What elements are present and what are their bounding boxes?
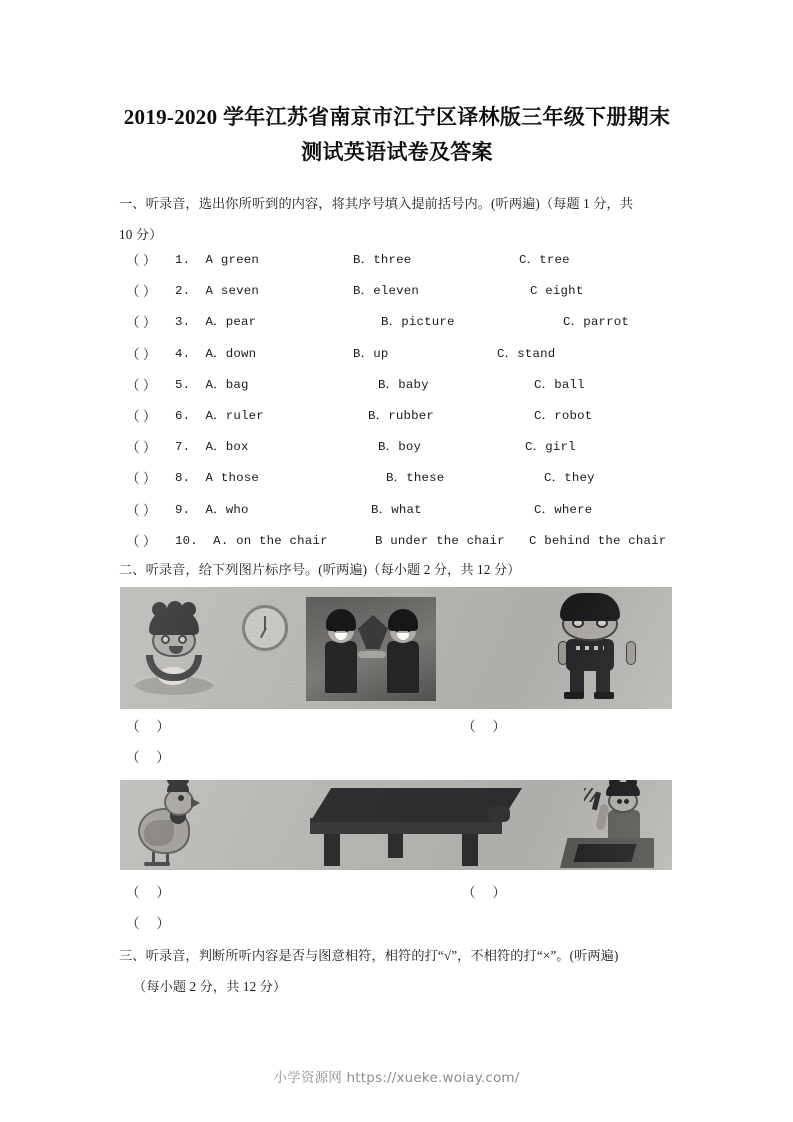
foot-left-shape [564, 692, 584, 699]
hair-shape [560, 593, 620, 621]
table-corner-detail [488, 806, 510, 822]
question-option-a[interactable]: 7. A．box [175, 440, 249, 455]
answer-bracket-1-right[interactable]: （ ） [462, 719, 506, 734]
hair-left-shape [326, 609, 356, 631]
answer-bracket[interactable]: （ ） [126, 409, 157, 424]
answer-bracket[interactable]: （ ） [126, 440, 157, 456]
question-row [0, 276, 793, 307]
smile-right-shape [397, 633, 409, 640]
eye-right-shape [624, 799, 629, 804]
answer-bracket[interactable]: （ ） [126, 284, 157, 300]
figure-table [310, 788, 530, 866]
question-row [0, 463, 793, 494]
question-option-c[interactable]: C．where [534, 502, 593, 517]
answer-bracket[interactable]: （ ） [126, 533, 157, 549]
question-option-a[interactable]: 6. A．ruler [175, 409, 264, 423]
figure-wall-clock [242, 605, 294, 657]
question-option-c[interactable]: C．ball [534, 377, 585, 392]
answer-bracket-2-below[interactable]: （ ） [126, 916, 170, 931]
question-option-a[interactable]: 2. A seven [175, 284, 259, 299]
answer-bracket[interactable]: （ ） [126, 346, 157, 362]
figure-boy-washing-hands [128, 601, 238, 701]
question-option-a[interactable]: 5. A．bag [175, 377, 249, 392]
table-leg-back-left [388, 832, 403, 858]
question-option-b[interactable]: B．boy [378, 440, 422, 455]
section-1-heading [119, 188, 685, 250]
hair-shape [606, 782, 640, 796]
answer-bracket[interactable]: （ ） [126, 471, 157, 487]
arm-right-shape [626, 641, 636, 665]
table-leg-front-right [462, 832, 478, 866]
answer-bracket-1-left[interactable]: （ ） [126, 719, 170, 734]
question-row [0, 432, 793, 463]
question-option-a[interactable]: 8. A those [175, 471, 259, 486]
figure-person-at-desk [560, 782, 660, 868]
answer-bracket[interactable]: （ ） [126, 253, 157, 268]
picture-strip-1 [120, 587, 672, 709]
question-row [0, 526, 793, 557]
footer-watermark: 小学资源网 https://xueke.woiay.com/ [273, 1070, 520, 1086]
mouth-shape [169, 646, 183, 654]
picture-strip-2 [120, 780, 672, 870]
person-left-shape [316, 609, 366, 701]
section-3-heading [119, 940, 685, 1002]
torso-left-shape [325, 641, 357, 693]
feet-shape [144, 862, 170, 866]
head-shape [164, 788, 194, 816]
answer-bracket-1-below[interactable]: （ ） [126, 750, 170, 765]
section-3-heading-line-1: 三、听录音，判断所听内容是否与图意相符，相符的打“√”，不相符的打“×”。(听两遍) [119, 948, 619, 963]
question-option-a[interactable]: 4. A．down [175, 346, 257, 361]
question-option-b[interactable]: B．rubber [368, 409, 435, 423]
eye-left-shape [161, 635, 170, 644]
question-option-c[interactable]: C．they [544, 471, 595, 486]
hair-shape [149, 609, 199, 635]
question-option-b[interactable]: B．picture [381, 315, 455, 330]
title-line-2: 测试英语试卷及答案 [301, 140, 493, 164]
eye-shape [178, 795, 184, 801]
question-option-a[interactable]: 1. A green [175, 253, 259, 267]
arm-right-shape [360, 651, 386, 658]
section-1-heading-line-2: 10 分） [119, 227, 163, 242]
smile-left-shape [335, 633, 347, 640]
question-option-c[interactable]: C．stand [497, 346, 556, 361]
question-option-a[interactable]: 9. A．who [175, 502, 249, 517]
clock-face-shape [242, 605, 288, 651]
question-option-b[interactable]: B．these [386, 471, 445, 486]
question-option-b[interactable]: B．baby [378, 377, 429, 392]
person-right-shape [378, 609, 428, 701]
section-2-heading [119, 554, 685, 585]
section-2-heading-line-1: 二、听录音，给下列图片标序号。(听两遍)（每小题 2 分，共 12 分） [119, 562, 521, 577]
question-option-b[interactable]: B under the chair [375, 533, 505, 548]
figure-hen [134, 784, 214, 868]
hair-right-shape [388, 609, 418, 631]
wing-shape [144, 820, 174, 846]
question-option-c[interactable]: C eight [530, 284, 584, 299]
hair-spike-shape [167, 601, 183, 617]
question-option-c[interactable]: C behind the chair [529, 533, 667, 548]
page-title [112, 100, 682, 170]
eye-right-shape [178, 635, 187, 644]
eye-left-shape [617, 799, 622, 804]
question-option-b[interactable]: B．three [353, 253, 412, 267]
beak-shape [191, 798, 200, 808]
question-option-b[interactable]: B．up [353, 346, 389, 361]
question-option-a[interactable]: 10. A. on the chair [175, 533, 328, 548]
figure-handshake-photo [306, 597, 436, 701]
question-row [0, 339, 793, 370]
foot-right-shape [594, 692, 614, 699]
answer-bracket[interactable]: （ ） [126, 377, 157, 393]
question-row [0, 307, 793, 338]
shirt-trim-shape [576, 646, 604, 650]
title-line-1: 2019-2020 学年江苏省南京市江宁区译林版三年级下册期末 [123, 105, 671, 129]
question-option-c[interactable]: C．robot [534, 409, 593, 423]
answer-bracket[interactable]: （ ） [126, 502, 157, 518]
question-option-b[interactable]: B．what [371, 502, 422, 517]
question-row [0, 370, 793, 401]
section-3-heading-line-2: （每小题 2 分，共 12 分） [133, 979, 287, 994]
question-option-a[interactable]: 3. A．pear [175, 315, 257, 330]
torso-right-shape [387, 641, 419, 693]
question-option-b[interactable]: B．eleven [353, 284, 420, 299]
answer-bracket-2-left[interactable]: （ ） [126, 885, 170, 900]
question-row [0, 245, 793, 276]
table-leg-front-left [324, 832, 340, 866]
question-option-c[interactable]: C．tree [519, 253, 570, 267]
question-option-c[interactable]: C．girl [525, 440, 576, 455]
answer-bracket[interactable]: （ ） [126, 315, 157, 331]
figure-standing-boy [552, 593, 642, 703]
question-option-c[interactable]: C．parrot [563, 315, 630, 330]
comb-shape [167, 780, 189, 792]
question-row [0, 401, 793, 432]
question-row [0, 495, 793, 526]
torso-shape [566, 639, 614, 671]
section-1-heading-line-1: 一、听录音，选出你所听到的内容，将其序号填入提前括号内。(听两遍)（每题 1 分，共 [119, 196, 634, 211]
answer-bracket-2-right[interactable]: （ ） [462, 885, 506, 900]
paper-shape [573, 844, 636, 862]
